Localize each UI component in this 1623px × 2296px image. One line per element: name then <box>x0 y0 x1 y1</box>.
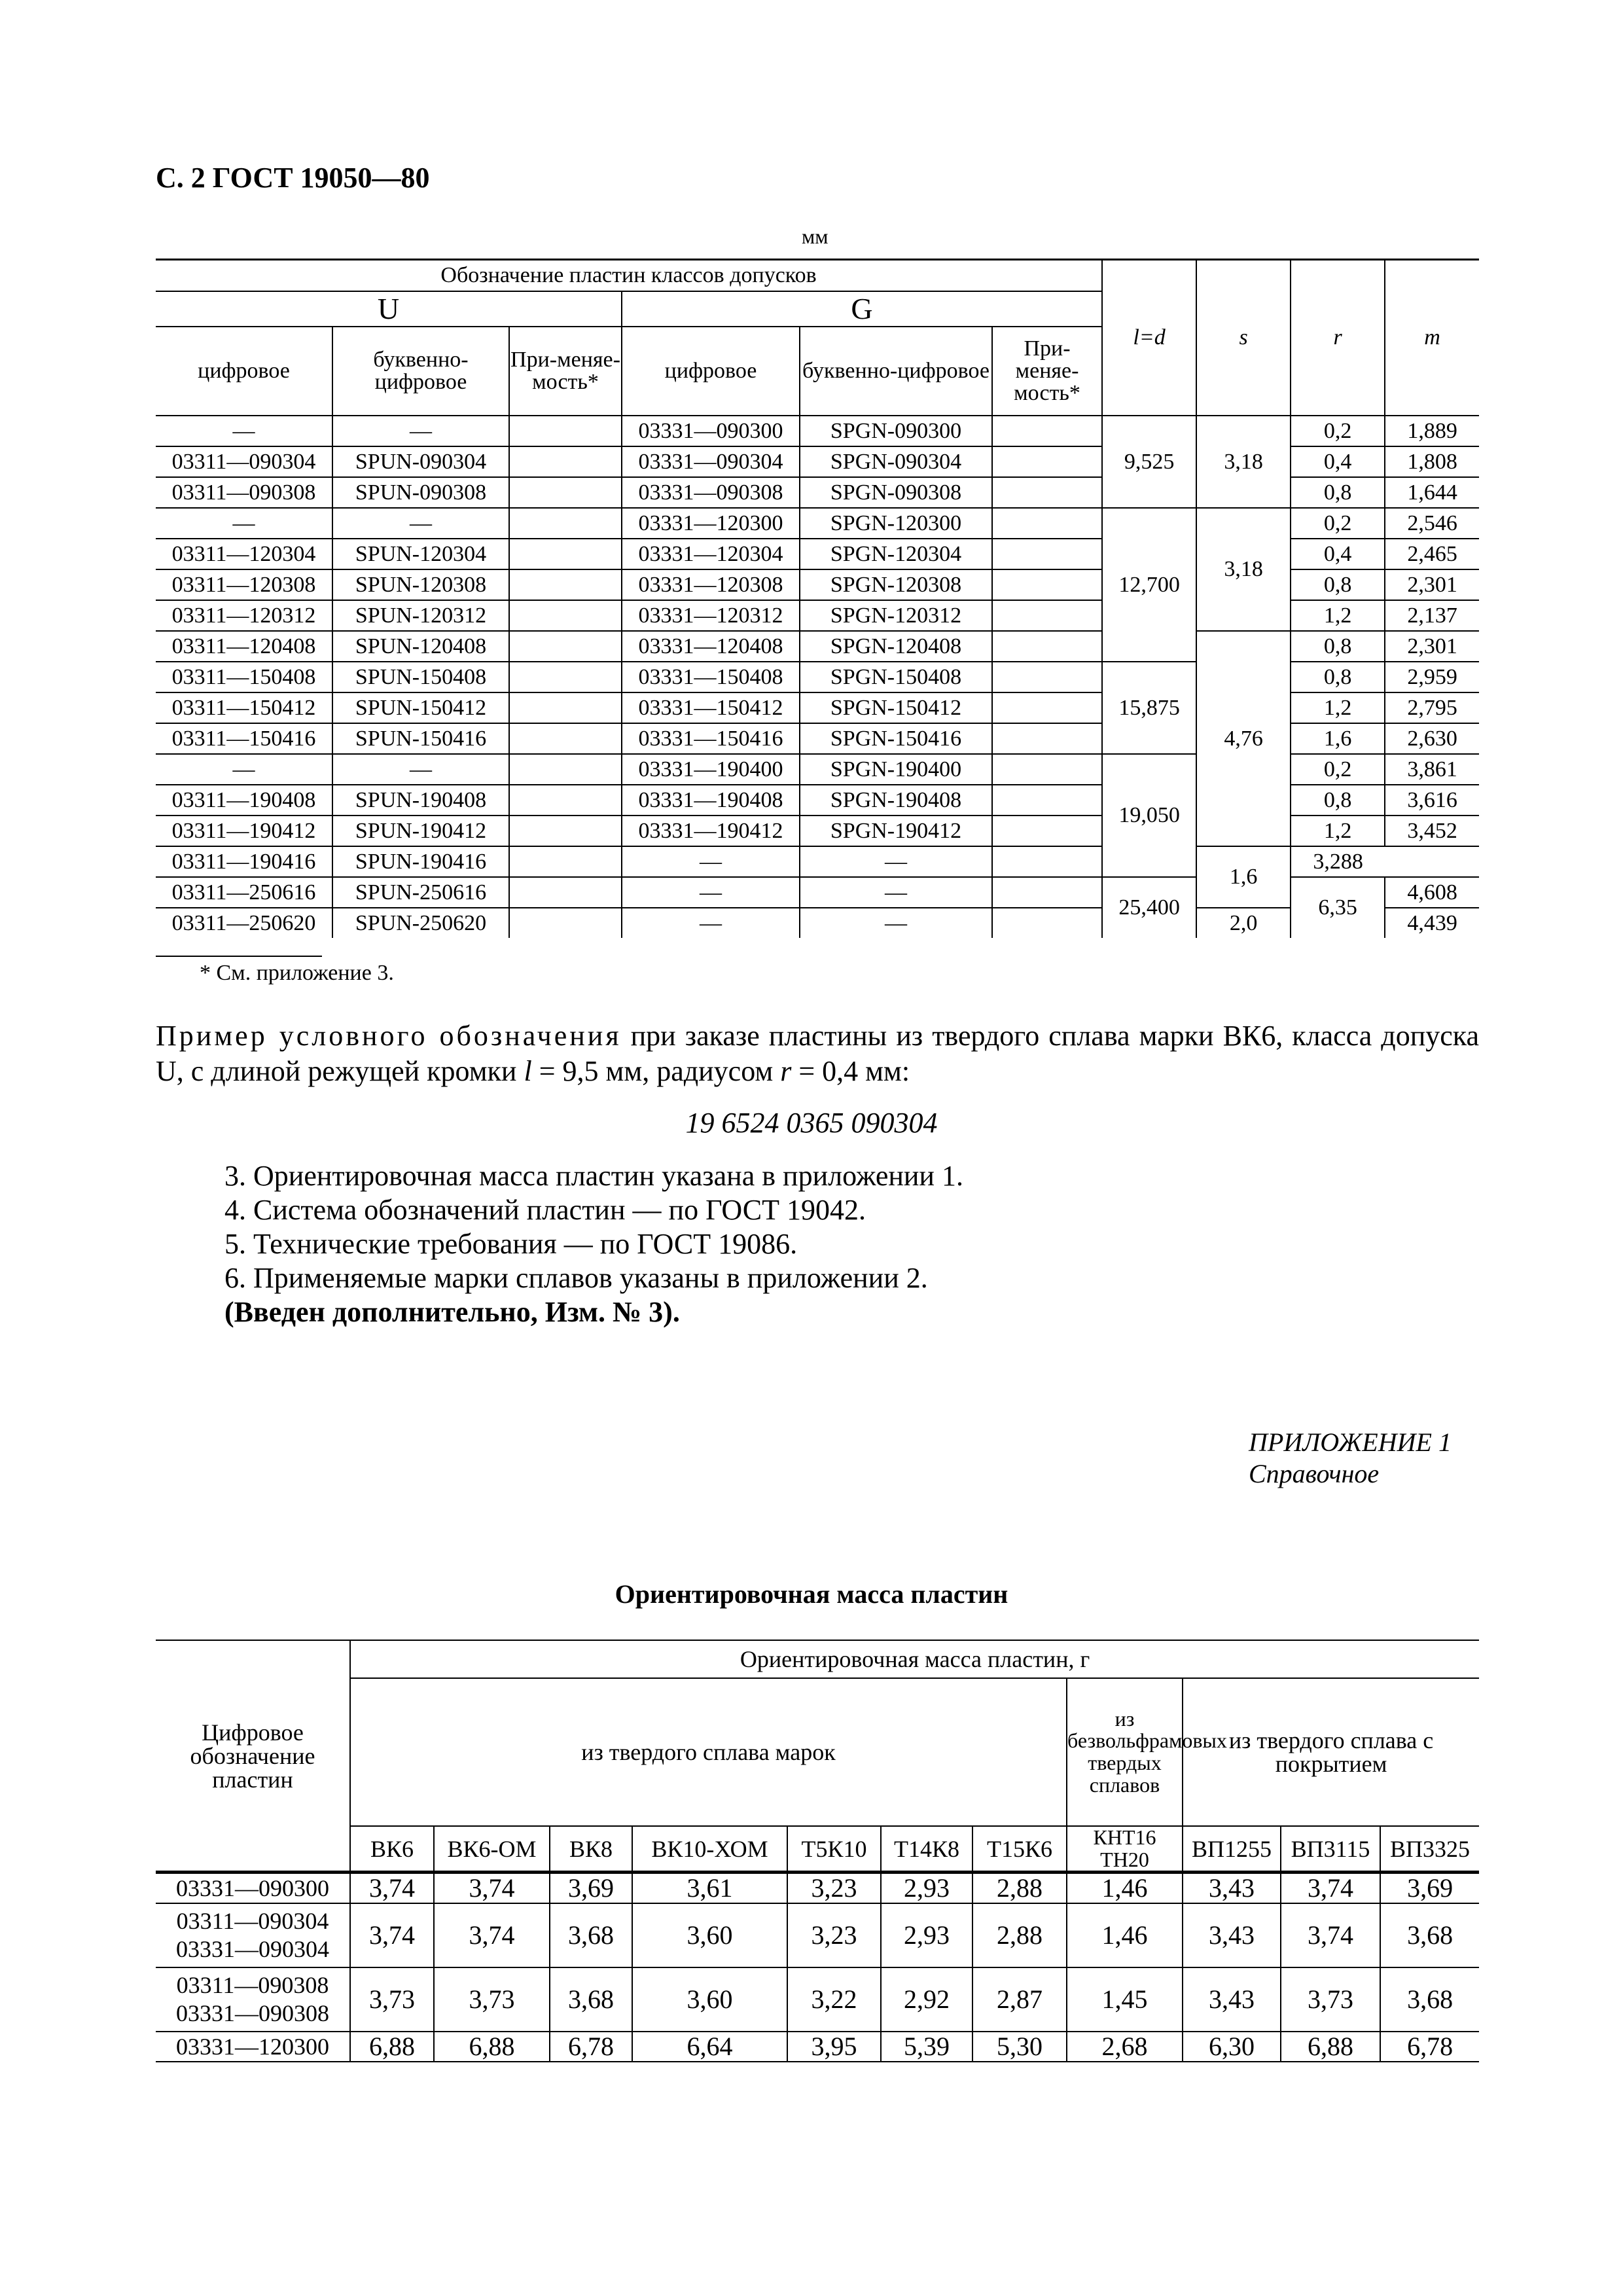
u-digital-cell: 03311—190408 <box>156 785 332 816</box>
mass-cell: 3,68 <box>550 1903 632 1967</box>
m-cell: 3,452 <box>1385 816 1479 846</box>
u-applic-cell <box>509 877 622 908</box>
plate-id: 03311—090304 <box>176 1908 329 1934</box>
m-cell: 2,630 <box>1385 723 1479 754</box>
g-alnum-cell: SPGN-120300 <box>800 508 992 539</box>
mass-cell: 3,74 <box>1281 1873 1380 1904</box>
r-cell: 0,8 <box>1291 477 1385 508</box>
g-digital-cell: — <box>622 877 800 908</box>
u-alnum-cell: SPUN-120308 <box>332 569 509 600</box>
plate-id-cell: 03331—090300 <box>156 1873 350 1904</box>
u-applic-cell <box>509 785 622 816</box>
g-applic-cell <box>992 754 1102 785</box>
r-cell: 0,8 <box>1291 785 1385 816</box>
table-row <box>156 908 1479 938</box>
table-row <box>156 1903 1479 1967</box>
header-class-u: U <box>156 291 622 327</box>
r-cell: 0,2 <box>1291 754 1385 785</box>
mass-cell: 1,45 <box>1067 1967 1183 2032</box>
mass-cell: 1,46 <box>1067 1873 1183 1904</box>
footnote: * См. приложение 3. <box>200 961 394 985</box>
header-tungsten-free-group: из безвольфрамовых твердых сплавов <box>1067 1678 1183 1826</box>
mass-cell: 3,43 <box>1183 1903 1281 1967</box>
g-applic-cell <box>992 846 1102 877</box>
plate-id: 03311—090308 <box>176 1972 329 1998</box>
plates-designation-table <box>156 259 1479 938</box>
mass-cell: 3,74 <box>350 1903 434 1967</box>
m-cell: 2,301 <box>1385 631 1479 662</box>
u-applic-cell <box>509 600 622 631</box>
m-cell: 4,439 <box>1385 908 1479 938</box>
r-cell: 1,2 <box>1291 816 1385 846</box>
mass-cell: 3,68 <box>1380 1903 1479 1967</box>
u-applic-cell <box>509 846 622 877</box>
g-alnum-cell: SPGN-120308 <box>800 569 992 600</box>
g-alnum-cell: SPGN-190400 <box>800 754 992 785</box>
g-applic-cell <box>992 600 1102 631</box>
header-m: m <box>1385 260 1479 416</box>
r-cell: 2,0 <box>1196 908 1291 938</box>
g-alnum-cell: SPGN-190412 <box>800 816 992 846</box>
mass-cell: 3,74 <box>434 1873 550 1904</box>
header-g-digital: цифровое <box>622 327 800 416</box>
clause-3: 3. Ориентировочная масса пластин указана в приложении 1. <box>224 1160 963 1192</box>
u-alnum-cell: SPUN-250616 <box>332 877 509 908</box>
clause-6: 6. Применяемые марки сплавов указаны в приложении 2. <box>224 1262 928 1294</box>
g-alnum-cell: — <box>800 877 992 908</box>
m-cell: 3,616 <box>1385 785 1479 816</box>
mass-cell: 6,78 <box>1380 2032 1479 2062</box>
plate-id: 03331—090308 <box>176 2000 329 2027</box>
u-alnum-cell: SPUN-190412 <box>332 816 509 846</box>
mass-cell: 6,88 <box>350 2032 434 2062</box>
example-text-3: = 0,4 мм: <box>791 1055 910 1087</box>
g-applic-cell <box>992 692 1102 723</box>
grade-header: ВК6-ОМ <box>434 1826 550 1873</box>
u-digital-cell: 03311—090308 <box>156 477 332 508</box>
u-digital-cell: — <box>156 416 332 446</box>
m-cell: 3,288 <box>1291 846 1385 877</box>
grade-header: ВК10-ХОМ <box>632 1826 787 1873</box>
g-digital-cell: 03331—090300 <box>622 416 800 446</box>
u-applic-cell <box>509 754 622 785</box>
plate-id: 03331—090304 <box>176 1936 329 1963</box>
u-applic-cell <box>509 539 622 569</box>
u-alnum-cell: — <box>332 508 509 539</box>
header-u-alnum: буквенно-цифровое <box>332 327 509 416</box>
g-digital-cell: 03331—090308 <box>622 477 800 508</box>
u-alnum-cell: SPUN-250620 <box>332 908 509 938</box>
mass-cell: 3,68 <box>1380 1967 1479 2032</box>
r-cell: 1,2 <box>1291 600 1385 631</box>
m-cell: 2,465 <box>1385 539 1479 569</box>
header-r: r <box>1291 260 1385 416</box>
grade-header: КНТ16 ТН20 <box>1067 1826 1183 1873</box>
g-digital-cell: 03331—120308 <box>622 569 800 600</box>
u-applic-cell <box>509 416 622 446</box>
mass-cell: 3,74 <box>350 1873 434 1904</box>
mass-cell: 6,30 <box>1183 2032 1281 2062</box>
g-applic-cell <box>992 416 1102 446</box>
g-alnum-cell: SPGN-090300 <box>800 416 992 446</box>
ld-cell: 15,875 <box>1102 662 1196 754</box>
g-digital-cell: 03331—190400 <box>622 754 800 785</box>
g-digital-cell: 03331—150408 <box>622 662 800 692</box>
u-digital-cell: 03311—090304 <box>156 446 332 477</box>
u-digital-cell: 03311—250616 <box>156 877 332 908</box>
g-applic-cell <box>992 539 1102 569</box>
mass-cell: 6,88 <box>434 2032 550 2062</box>
u-alnum-cell: SPUN-190408 <box>332 785 509 816</box>
mass-cell: 3,61 <box>632 1873 787 1904</box>
example-paragraph <box>156 1018 1479 1089</box>
table-row <box>156 2032 1479 2062</box>
grade-header: ВП1255 <box>1183 1826 1281 1873</box>
ld-cell: 19,050 <box>1102 754 1196 877</box>
mass-cell: 3,60 <box>632 1903 787 1967</box>
u-alnum-cell: SPUN-120312 <box>332 600 509 631</box>
grade-header: ВК8 <box>550 1826 632 1873</box>
g-applic-cell <box>992 662 1102 692</box>
mass-cell: 3,73 <box>350 1967 434 2032</box>
u-applic-cell <box>509 446 622 477</box>
g-applic-cell <box>992 785 1102 816</box>
g-alnum-cell: — <box>800 846 992 877</box>
header-class-g: G <box>622 291 1102 327</box>
u-applic-cell <box>509 569 622 600</box>
g-applic-cell <box>992 877 1102 908</box>
header-g-alnum: буквенно-цифровое <box>800 327 992 416</box>
u-digital-cell: — <box>156 754 332 785</box>
m-cell: 2,301 <box>1385 569 1479 600</box>
g-applic-cell <box>992 569 1102 600</box>
mass-cell: 1,46 <box>1067 1903 1183 1967</box>
g-applic-cell <box>992 446 1102 477</box>
grade-header: Т5К10 <box>787 1826 881 1873</box>
r-cell: 0,4 <box>1291 539 1385 569</box>
mass-cell: 2,88 <box>972 1903 1067 1967</box>
g-digital-cell: 03331—090304 <box>622 446 800 477</box>
r-symbol: r <box>780 1055 792 1087</box>
g-digital-cell: 03331—190408 <box>622 785 800 816</box>
mass-cell: 5,39 <box>881 2032 972 2062</box>
m-cell: 2,546 <box>1385 508 1479 539</box>
g-applic-cell <box>992 723 1102 754</box>
u-applic-cell <box>509 662 622 692</box>
mass-cell: 3,74 <box>1281 1903 1380 1967</box>
table-row <box>156 508 1479 539</box>
mass-cell: 3,74 <box>434 1903 550 1967</box>
table-row <box>156 416 1479 446</box>
annex-label: ПРИЛОЖЕНИЕ 1 <box>1249 1427 1452 1457</box>
m-cell: 2,959 <box>1385 662 1479 692</box>
mass-cell: 3,95 <box>787 2032 881 2062</box>
mass-cell: 3,23 <box>787 1903 881 1967</box>
mass-cell: 2,68 <box>1067 2032 1183 2062</box>
m-cell: 2,137 <box>1385 600 1479 631</box>
l-symbol: l <box>524 1055 532 1087</box>
g-alnum-cell: SPGN-190408 <box>800 785 992 816</box>
grade-header: Т15К6 <box>972 1826 1067 1873</box>
r-cell: 1,2 <box>1291 692 1385 723</box>
g-alnum-cell: — <box>800 908 992 938</box>
g-alnum-cell: SPGN-120304 <box>800 539 992 569</box>
u-applic-cell <box>509 816 622 846</box>
header-hard-alloy-group: из твердого сплава марок <box>350 1678 1067 1826</box>
page-header: С. 2 ГОСТ 19050—80 <box>156 162 430 194</box>
u-applic-cell <box>509 692 622 723</box>
example-code: 19 6524 0365 090304 <box>685 1107 938 1139</box>
header-s: s <box>1196 260 1291 416</box>
g-alnum-cell: SPGN-120408 <box>800 631 992 662</box>
u-alnum-cell: SPUN-090308 <box>332 477 509 508</box>
header-plate-id: Цифровое обозначение пластин <box>156 1640 350 1873</box>
table-row <box>156 1873 1479 1904</box>
g-alnum-cell: SPGN-150412 <box>800 692 992 723</box>
r-cell: 0,4 <box>1291 446 1385 477</box>
g-digital-cell: 03331—150416 <box>622 723 800 754</box>
g-applic-cell <box>992 477 1102 508</box>
u-applic-cell <box>509 723 622 754</box>
r-cell: 1,6 <box>1196 846 1291 908</box>
grade-header: ВП3115 <box>1281 1826 1380 1873</box>
r-cell: 0,8 <box>1291 662 1385 692</box>
g-digital-cell: 03331—190412 <box>622 816 800 846</box>
header-u-applic: При-меняе-мость* <box>509 327 622 416</box>
u-applic-cell <box>509 508 622 539</box>
plate-id-cell: 03331—120300 <box>156 2032 350 2062</box>
mass-cell: 6,88 <box>1281 2032 1380 2062</box>
table-row <box>156 1967 1479 2032</box>
mass-cell: 2,92 <box>881 1967 972 2032</box>
u-alnum-cell: — <box>332 754 509 785</box>
mass-cell: 3,69 <box>1380 1873 1479 1904</box>
annex-title: Ориентировочная масса пластин <box>615 1579 1008 1609</box>
header-coated-group: из твердого сплава с покрытием <box>1183 1678 1479 1826</box>
u-digital-cell: 03311—120408 <box>156 631 332 662</box>
u-alnum-cell: SPUN-120408 <box>332 631 509 662</box>
u-applic-cell <box>509 477 622 508</box>
grade-header: ВП3325 <box>1380 1826 1479 1873</box>
header-u-digital: цифровое <box>156 327 332 416</box>
u-digital-cell: 03311—190416 <box>156 846 332 877</box>
g-digital-cell: — <box>622 846 800 877</box>
plate-mass-table <box>156 1640 1479 2062</box>
header-g-applic: При-меняе-мость* <box>992 327 1102 416</box>
g-alnum-cell: SPGN-120312 <box>800 600 992 631</box>
g-digital-cell: 03331—150412 <box>622 692 800 723</box>
m-cell: 1,808 <box>1385 446 1479 477</box>
ld-cell: 9,525 <box>1102 416 1196 508</box>
u-digital-cell: — <box>156 508 332 539</box>
r-cell: 1,6 <box>1291 723 1385 754</box>
clause-4: 4. Система обозначений пластин — по ГОСТ 19042. <box>224 1194 866 1226</box>
u-applic-cell <box>509 908 622 938</box>
g-applic-cell <box>992 816 1102 846</box>
mass-cell: 5,30 <box>972 2032 1067 2062</box>
mass-cell: 2,87 <box>972 1967 1067 2032</box>
u-digital-cell: 03311—250620 <box>156 908 332 938</box>
s-cell: 6,35 <box>1291 877 1385 938</box>
u-alnum-cell: SPUN-090304 <box>332 446 509 477</box>
unit-label: мм <box>802 224 829 248</box>
g-digital-cell: 03331—120304 <box>622 539 800 569</box>
u-digital-cell: 03311—120312 <box>156 600 332 631</box>
mass-cell: 3,69 <box>550 1873 632 1904</box>
mass-cell: 3,60 <box>632 1967 787 2032</box>
u-applic-cell <box>509 631 622 662</box>
g-applic-cell <box>992 908 1102 938</box>
mass-cell: 3,22 <box>787 1967 881 2032</box>
g-alnum-cell: SPGN-090304 <box>800 446 992 477</box>
r-cell: 0,8 <box>1291 631 1385 662</box>
header-ld: l=d <box>1102 260 1196 416</box>
mass-cell: 3,73 <box>1281 1967 1380 2032</box>
r-cell: 0,8 <box>1291 569 1385 600</box>
mass-cell: 3,73 <box>434 1967 550 2032</box>
u-alnum-cell: SPUN-120304 <box>332 539 509 569</box>
plate-id-cell <box>156 1903 350 1967</box>
mass-cell: 6,64 <box>632 2032 787 2062</box>
m-cell: 1,644 <box>1385 477 1479 508</box>
table-row <box>156 846 1479 877</box>
u-digital-cell: 03311—150408 <box>156 662 332 692</box>
mass-cell: 2,93 <box>881 1903 972 1967</box>
mass-cell: 6,78 <box>550 2032 632 2062</box>
g-alnum-cell: SPGN-150416 <box>800 723 992 754</box>
g-applic-cell <box>992 631 1102 662</box>
u-alnum-cell: SPUN-150412 <box>332 692 509 723</box>
u-alnum-cell: SPUN-150416 <box>332 723 509 754</box>
g-digital-cell: 03331—120408 <box>622 631 800 662</box>
u-alnum-cell: SPUN-150408 <box>332 662 509 692</box>
example-lead: Пример условного обозначения <box>156 1020 622 1052</box>
u-digital-cell: 03311—120304 <box>156 539 332 569</box>
g-alnum-cell: SPGN-090308 <box>800 477 992 508</box>
u-digital-cell: 03311—150416 <box>156 723 332 754</box>
header-designation-group: Обозначение пластин классов допусков <box>156 260 1102 292</box>
mass-cell: 3,43 <box>1183 1967 1281 2032</box>
g-digital-cell: 03331—120300 <box>622 508 800 539</box>
g-digital-cell: — <box>622 908 800 938</box>
mass-cell: 3,68 <box>550 1967 632 2032</box>
example-text-1: при заказе пластины из твердого сплава марки ВК6, класса допуска U, с длиной режущей кромки <box>156 1020 1480 1087</box>
s-cell: 4,76 <box>1196 631 1291 846</box>
g-digital-cell: 03331—120312 <box>622 600 800 631</box>
grade-header: Т14К8 <box>881 1826 972 1873</box>
annex-type: Справочное <box>1249 1459 1380 1488</box>
m-cell: 3,861 <box>1385 754 1479 785</box>
m-cell: 1,889 <box>1385 416 1479 446</box>
s-cell: 3,18 <box>1196 508 1291 631</box>
mass-cell: 3,23 <box>787 1873 881 1904</box>
u-digital-cell: 03311—190412 <box>156 816 332 846</box>
ld-cell: 25,400 <box>1102 877 1196 938</box>
mass-cell: 2,88 <box>972 1873 1067 1904</box>
plate-id-cell <box>156 1967 350 2032</box>
amendment-note: (Введен дополнительно, Изм. № 3). <box>224 1296 680 1328</box>
footnote-rule <box>156 956 322 957</box>
grade-header: ВК6 <box>350 1826 434 1873</box>
u-digital-cell: 03311—150412 <box>156 692 332 723</box>
r-cell: 0,2 <box>1291 416 1385 446</box>
m-cell: 2,795 <box>1385 692 1479 723</box>
ld-cell: 12,700 <box>1102 508 1196 662</box>
s-cell: 3,18 <box>1196 416 1291 508</box>
header-mass-group: Ориентировочная масса пластин, г <box>350 1640 1479 1678</box>
g-alnum-cell: SPGN-150408 <box>800 662 992 692</box>
mass-cell: 3,43 <box>1183 1873 1281 1904</box>
r-cell: 0,2 <box>1291 508 1385 539</box>
table-row <box>156 631 1479 662</box>
example-text-2: = 9,5 мм, радиусом <box>531 1055 781 1087</box>
mass-cell: 2,93 <box>881 1873 972 1904</box>
u-digital-cell: 03311—120308 <box>156 569 332 600</box>
u-alnum-cell: SPUN-190416 <box>332 846 509 877</box>
clause-5: 5. Технические требования — по ГОСТ 19086. <box>224 1228 798 1260</box>
m-cell: 4,608 <box>1385 877 1479 908</box>
g-applic-cell <box>992 508 1102 539</box>
u-alnum-cell: — <box>332 416 509 446</box>
